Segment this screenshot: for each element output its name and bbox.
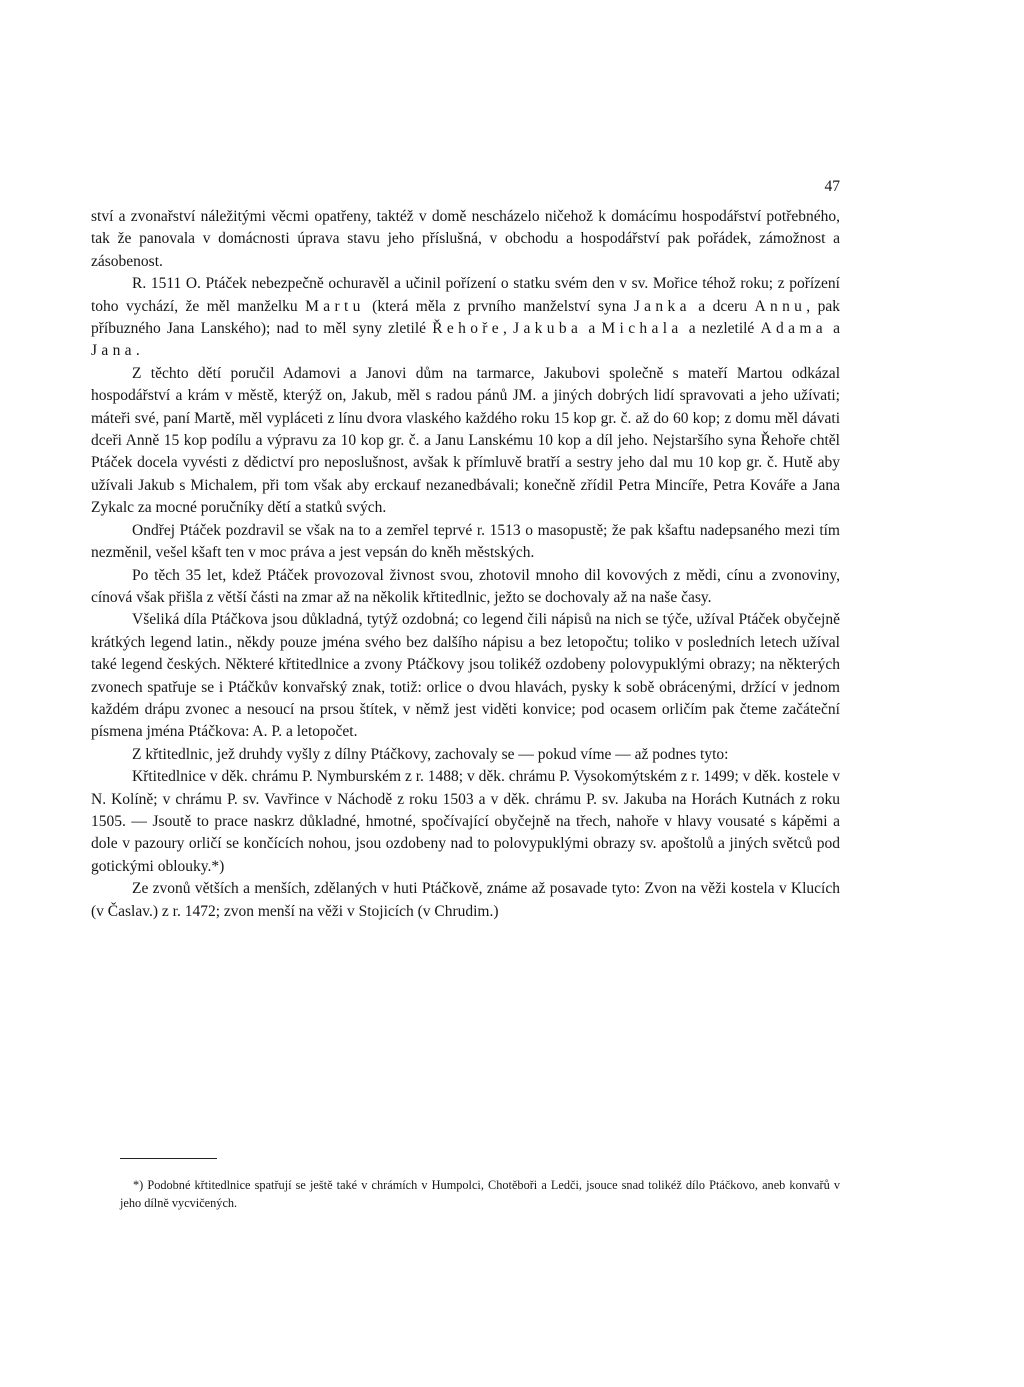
text-run: ství a zvonařství náležitými věcmi opatřeny, taktéž v domě nescházelo ničehož k domácímu hospodářství potřebného, tak že panovala v domácnosti úprava stavu jeho příslušná, v obchodu a hospodářství pak pořádek, zámožnost a zásobenost. [91,208,840,270]
text-run: Všeliká díla Ptáčkova jsou důkladná, tytýž ozdobná; co legend čili nápisů na nich se týče, užíval Ptáček obyčejně krátkých legend latin., někdy pouze jména svého bez dalšího nápisu a bez letopočtu; toliko v posledních letech užíval také legend českých. Některé křtitedlnice a zvony Ptáčkovy jsou tolikéž ozdobeny polovypuklými obrazy; na některých zvonech spatřuje se i Ptáčkův konvařský znak, totiž: orlice o dvou hlavách, pysky k sobě obrácenými, držící v jednom každém drápu zvonec a nesoucí na prsou štítek, v němž jest viděti konvice; pod ocasem orličím pak čteme začáteční písmena jména Ptáčkova: A. P. a letopočet. [91,611,840,741]
text-run: Křtitedlnice v děk. chrámu P. Nymburském z r. 1488; v děk. chrámu P. Vysokomýtském z r. 1499; v děk. kostele v N. Kolíně; v chrámu P. sv. Vavřince v Náchodě z roku 1503 a v děk. chrámu P. sv. Jakuba na Horách Kutnách z roku 1505. — Jsoutě to prace naskrz důkladné, hmotné, spočívající obyčejně na třech, nahoře v hlavy vousaté s kápěmi a dole v pazoury orličí se končících nohou, jsou ozdobeny nad to polovypuklými obrazy sv. apoštolů a jiných světců pod gotickými oblouky.*) [91,768,840,875]
spaced-name: Janka [633,297,691,315]
text-run: Z těchto dětí poručil Adamovi a Janovi dům na tarmarce, Jakubovi společně s mateří Martou odkázal hospodářství a krám v městě, kterýž on, Jakub, měl s radou pánů JM. a jiných dobrých lidí spravovati a jeho užívati; máteři své, paní Martě, měl vypláceti z línu dvora vlaského každého roku 15 kop gr. č. až do 60 kop; z domu měl dávati dceři Anně 15 kop podílu a výpravu za 10 kop gr. č. a Janu Lanskému 10 kop a díl jeho. Nejstaršího syna Řehoře chtěl Ptáček docela vyvésti z dědictví pro neposlušnost, avšak k přímluvě bratří a sestry jeho dal mu 10 kop gr. č. Hutě aby užívali Jakub s Michalem, při tom však aby erckauf nezanedbávali; konečně zřídil Petra Mincíře, Petra Kováře a Jana Zykalc za mocné poručníky dětí a statků svých. [91,364,840,517]
paragraph [91,273,840,363]
text-run: Ondřej Ptáček pozdravil se však na to a zemřel teprvé r. 1513 o masopustě; že pak kšaftu nadepsaného mezi tím nezměnil, vešel kšaft ten v moc práva a jest vepsán do kněh městských. [91,521,840,562]
text-run: Po těch 35 let, kdež Ptáček provozoval živnost svou, zhotovil mnoho dil kovových z mědi, cínu a zvonoviny, cínová však přišla z větší části na zmar až na několik křtitedlnic, ježto se dochovaly až na naše časy. [91,566,840,606]
spaced-name: Annu [754,297,807,315]
paragraph [91,878,840,923]
text-run: , pak příbuzného Jana Lanského); nad to měl syny zletilé [91,297,840,338]
text-run: a [582,320,602,338]
spaced-name: Jakuba [513,320,583,338]
body-text [91,206,840,923]
text-run: (která měla z prvního manželství syna [364,297,634,315]
footnote: *) Podobné křtitedlnice spatřují se ještě také v chrámích v Humpolci, Chotěboři a Ledči, jsouce snad tolikéž dílo Ptáčkovo, aneb konvařů v jeho dílně vycvičených. [120,1178,840,1211]
text-run: . [135,342,140,360]
paragraph [91,766,840,878]
paragraph [91,206,840,273]
page-number: 47 [824,178,840,195]
spaced-name: Michala [601,320,683,338]
spaced-name: Adama [760,320,827,338]
paragraph [91,363,840,520]
spaced-name: Řehoře [432,320,504,338]
text-run: Ze zvonů větších a menších, zdělaných v huti Ptáčkově, známe až posavade tyto: Zvon na věži kostela v Klucích (v Časlav.) z r. 1472; zvon menší na věži v Stojicích (v Chrudim.) [91,880,840,920]
paragraph [91,565,840,610]
paragraph [91,609,840,743]
text-run: Z křtitedlnic, jež druhdy vyšly z dílny Ptáčkovy, zachovaly se — pokud víme — až podnes tyto: [132,745,729,763]
footnote-divider [120,1158,217,1159]
text-run: a nezletilé [682,320,761,338]
spaced-name: Jana [91,342,136,360]
text-run: a dceru [690,297,755,315]
spaced-name: Martu [305,297,365,315]
text-run: a [826,320,841,338]
paragraph [91,744,840,766]
paragraph [91,520,840,565]
text-run: , [503,320,514,338]
text-run: R. 1511 O. Ptáček nebezpečně ochuravěl a učinil pořízení o statku svém den v sv. Mořice téhož roku; z pořízení toho vychází, že měl manželku [91,275,840,315]
